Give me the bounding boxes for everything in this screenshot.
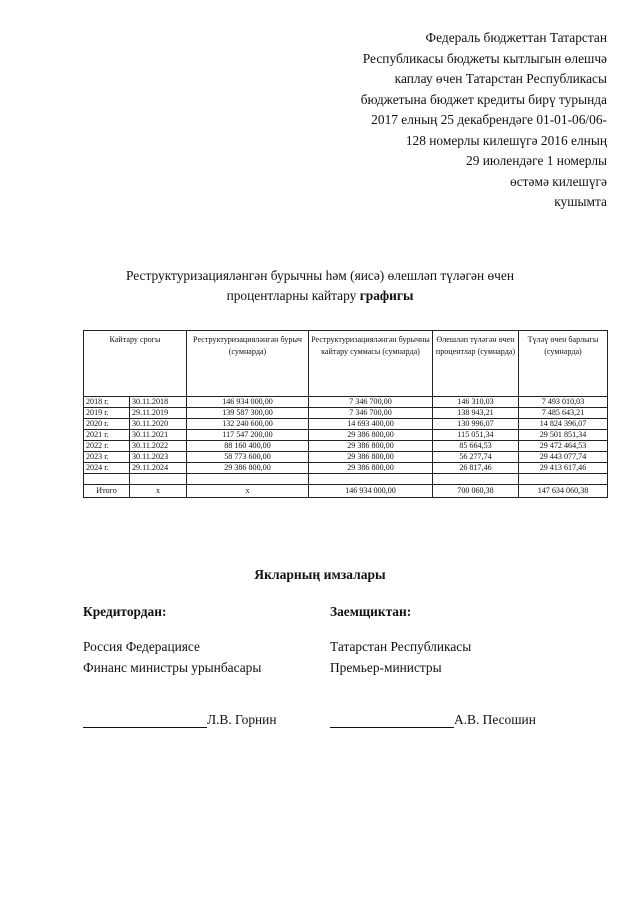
header-line: каплау өчен Татарстан Республикасы (394, 71, 607, 86)
table-cell: 30.11.2023 (130, 452, 187, 463)
header-line: өстәмә килешүгә (510, 173, 607, 189)
borrower-position: Премьер-министры (330, 660, 442, 675)
creditor-position: Финанс министры урынбасары (83, 660, 262, 675)
table-total-row (84, 485, 608, 498)
header-interest: Өлешләп түләгән өчен процентлар (сумнарда) (433, 331, 519, 397)
title-line-2-bold: графигы (359, 288, 414, 303)
table-blank-row (84, 474, 608, 485)
borrower-signer-name: А.В. Песошин (454, 712, 536, 727)
table-cell: 2023 г. (84, 452, 130, 463)
table-cell: 147 634 060,38 (519, 485, 608, 498)
table-cell: 56 277,74 (433, 452, 519, 463)
header-line: 29 июлендәге 1 номерлы (466, 153, 607, 168)
table-cell: 2021 г. (84, 430, 130, 441)
table-cell: 30.11.2021 (130, 430, 187, 441)
table-cell: 7 493 010,03 (519, 397, 608, 408)
table-cell: 115 051,34 (433, 430, 519, 441)
table-cell: 7 346 700,00 (309, 408, 433, 419)
table-cell: 29 472 464,53 (519, 441, 608, 452)
table-cell: 130 996,07 (433, 419, 519, 430)
creditor-org: Россия Федерациясе (83, 639, 200, 654)
table-cell: 30.11.2022 (130, 441, 187, 452)
table-cell: 29 443 077,74 (519, 452, 608, 463)
table-header-row (84, 331, 608, 397)
header-line: Республикасы бюджеты кытлыгын өлешчә (362, 50, 607, 66)
signature-line (330, 713, 454, 728)
table-row (84, 419, 608, 430)
table-cell: 14 824 396,07 (519, 419, 608, 430)
title-line-2 (70, 286, 570, 306)
table-cell: 2020 г. (84, 419, 130, 430)
table-cell: 29 386 800,00 (309, 463, 433, 474)
signature-line (83, 713, 207, 728)
header-line: 128 номерлы килешүгә 2016 елның (405, 132, 607, 148)
table-cell: 139 587 300,00 (187, 408, 309, 419)
table-cell: 7 346 700,00 (309, 397, 433, 408)
table-cell: 146 310,03 (433, 397, 519, 408)
table-cell: 29 386 800,00 (309, 441, 433, 452)
signatures-title: Якларның имзалары (254, 567, 386, 582)
table-cell: 138 943,21 (433, 408, 519, 419)
table-cell: x (130, 485, 187, 498)
table-cell: 30.11.2018 (130, 397, 187, 408)
borrower-signature-line (330, 712, 536, 728)
creditor-block (83, 601, 261, 678)
table-cell: 14 693 400,00 (309, 419, 433, 430)
document-title (70, 266, 570, 306)
table-cell: 2022 г. (84, 441, 130, 452)
creditor-label: Кредитордан: (83, 604, 167, 619)
table-cell: 700 060,38 (433, 485, 519, 498)
table-cell: 7 485 643,21 (519, 408, 608, 419)
table-cell: 29 501 851,34 (519, 430, 608, 441)
document-header (277, 28, 607, 213)
table-cell: 88 160 400,00 (187, 441, 309, 452)
table-body (84, 397, 608, 474)
table-row (84, 397, 608, 408)
table-row (84, 463, 608, 474)
table-cell: 2024 г. (84, 463, 130, 474)
table-cell: x (187, 485, 309, 498)
header-line: 2017 елның 25 декабрендәге 01-01-06/06- (371, 112, 607, 127)
table-row (84, 408, 608, 419)
table-cell: 146 934 000,00 (187, 397, 309, 408)
table-cell: 29 386 800,00 (309, 452, 433, 463)
title-line-2-plain: процентларны кайтару (226, 288, 360, 303)
table-cell: 29 413 617,46 (519, 463, 608, 474)
table-cell: 2019 г. (84, 408, 130, 419)
header-line: Федераль бюджеттан Татарстан (425, 30, 607, 45)
table-row (84, 430, 608, 441)
table-cell: 29.11.2019 (130, 408, 187, 419)
header-line: бюджетына бюджет кредиты бирү турында (360, 91, 607, 107)
table-cell: 29.11.2024 (130, 463, 187, 474)
borrower-block (330, 601, 471, 678)
repayment-schedule-table (83, 330, 608, 498)
table-cell: 2018 г. (84, 397, 130, 408)
table-cell: 26 817,46 (433, 463, 519, 474)
table-cell: 58 773 600,00 (187, 452, 309, 463)
creditor-signature-line (83, 712, 277, 728)
table-row (84, 452, 608, 463)
table-cell: 146 934 000,00 (309, 485, 433, 498)
table-cell: 132 240 600,00 (187, 419, 309, 430)
header-repayment: Реструктуризацияләнгән бурычны кайтару суммасы (сумнарда) (309, 331, 433, 397)
header-term: Кайтару срогы (84, 331, 187, 397)
header-line: кушымта (554, 194, 607, 209)
table-cell: 30.11.2020 (130, 419, 187, 430)
table-cell: 29 386 800,00 (309, 430, 433, 441)
table-cell: Итого (84, 485, 130, 498)
header-debt: Реструктуризацияләнгән бурыч (сумнарда) (187, 331, 309, 397)
table-row (84, 441, 608, 452)
borrower-org: Татарстан Республикасы (330, 639, 472, 654)
table-cell: 85 664,53 (433, 441, 519, 452)
borrower-label: Заемщиктан: (330, 604, 412, 619)
creditor-signer-name: Л.В. Горнин (207, 712, 277, 727)
table-cell: 29 386 800,00 (187, 463, 309, 474)
header-total: Түләү өчен барлыгы (сумнарда) (519, 331, 608, 397)
title-line-1: Реструктуризацияләнгән бурычны һәм (яисә) өлешләп түләгән өчен (125, 268, 515, 283)
table-cell: 117 547 200,00 (187, 430, 309, 441)
